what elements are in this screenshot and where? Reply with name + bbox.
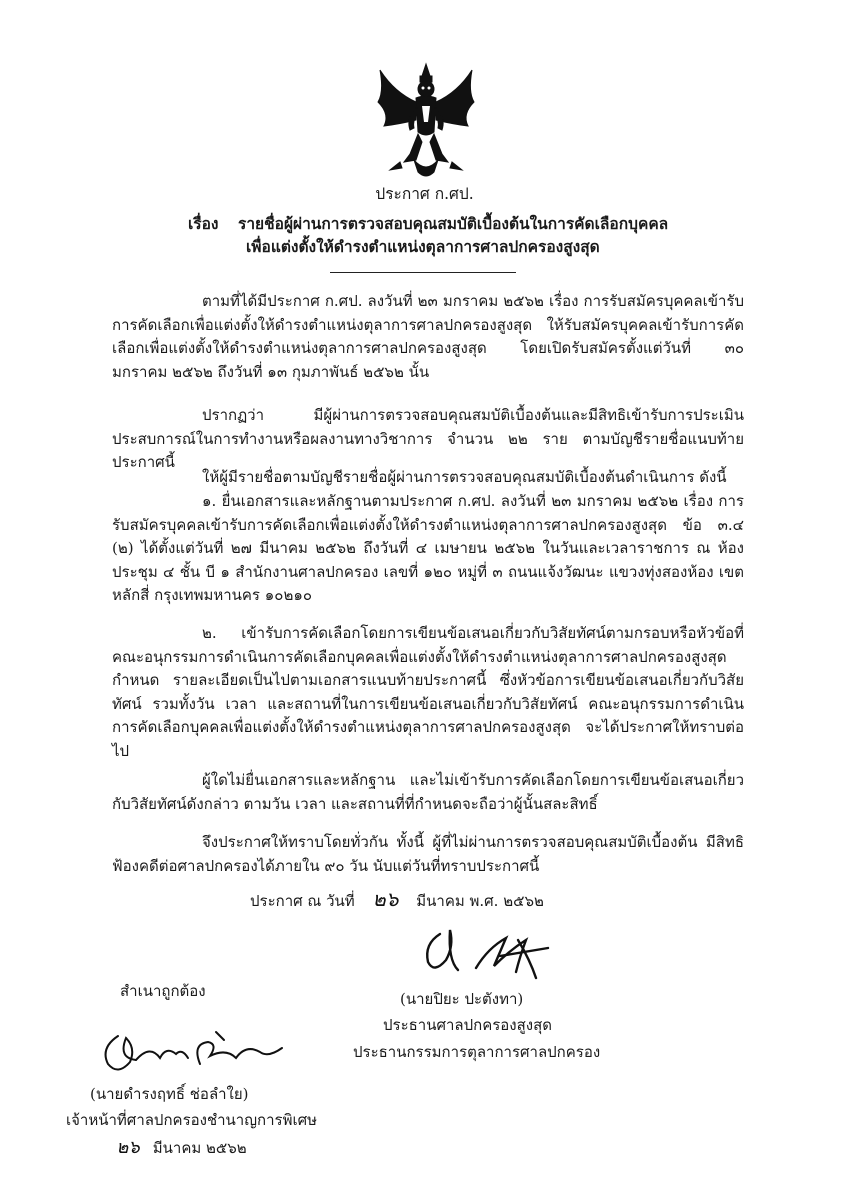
certifier-date-rest: มีนาคม ๒๕๖๒ (152, 1139, 247, 1157)
paragraph-item-1: ๑. ยื่นเอกสารและหลักฐานตามประกาศ ก.ศป. ลงวันที่ ๒๓ มกราคม ๒๕๖๒ เรื่อง การรับสมัครบุคคลเข้ารับการคัดเลือกเพื่อแต่งตั้งให้ดำรงตำแหน่งตุลาการศาลปกครองสูงสุด ข้อ ๓.๔ (๒) ได้ตั้งแต่วันที่ ๒๗ มีนาคม ๒๕๖๒ ถึงวันที่ ๔ เมษายน ๒๕๖๒ ในวันและเวลาราชการ ณ ห้องประชุม ๔ ชั้น บี ๑ สำนักงานศาลปกครอง เลขที่ ๑๒๐ หมู่ที่ ๓ ถนนแจ้งวัฒนะ แขวงทุ่งสองห้อง เขตหลักสี่ กรุงเทพมหานคร ๑๐๒๑๐ (112, 492, 744, 605)
dateline-suffix: มีนาคม พ.ศ. ๒๕๖๒ (416, 892, 544, 910)
subject-text-1: รายชื่อผู้ผ่านการตรวจสอบคุณสมบัติเบื้องต้นในการคัดเลือกบุคคล (238, 214, 669, 233)
paragraph-item-2: ๒. เข้ารับการคัดเลือกโดยการเขียนข้อเสนอเกี่ยวกับวิสัยทัศน์ตามกรอบหรือหัวข้อที่คณะอนุกรรมการดำเนินการคัดเลือกบุคคลเพื่อแต่งตั้งให้ดำรงตำแหน่งตุลาการศาลปกครองสูงสุดกำหนด รายละเอียดเป็นไปตามเอกสารแนบท้ายประกาศนี้ ซึ่งหัวข้อการเขียนข้อเสนอเกี่ยวกับวิสัยทัศน์ รวมทั้งวัน เวลา และสถานที่ในการเขียนข้อเสนอเกี่ยวกับวิสัยทัศน์ คณะอนุกรรมการดำเนินการคัดเลือกบุคคลเพื่อแต่งตั้งให้ดำรงตำแหน่งตุลาการศาลปกครองสูงสุด จะได้ประกาศให้ทราบต่อไป (112, 624, 744, 760)
paragraph-closing: จึงประกาศให้ทราบโดยทั่วกัน ทั้งนี้ ผู้ที่ไม่ผ่านการตรวจสอบคุณสมบัติเบื้องต้น มีสิทธิฟ้องคดีต่อศาลปกครองได้ภายใน ๙๐ วัน นับแต่วันที่ทราบประกาศนี้ (112, 833, 744, 875)
signatory-name: (นายปิยะ ปะตังทา) (400, 990, 524, 1008)
announcement-title: ประกาศ ก.ศป. (375, 185, 474, 203)
paragraph-1: ตามที่ได้มีประกาศ ก.ศป. ลงวันที่ ๒๓ มกราคม ๒๕๖๒ เรื่อง การรับสมัครบุคคลเข้ารับการคัดเลือกเพื่อแต่งตั้งให้ดำรงตำแหน่งตุลาการศาลปกครองสูงสุด ให้รับสมัครบุคคลเข้ารับการคัดเลือกเพื่อแต่งตั้งให้ดำรงตำแหน่งตุลาการศาลปกครองสูงสุด โดยเปิดรับสมัครตั้งแต่วันที่ ๓๐ มกราคม ๒๕๖๒ ถึงวันที่ ๑๓ กุมภาพันธ์ ๒๕๖๒ นั้น (112, 292, 744, 381)
title-divider (330, 272, 516, 273)
certifier-signature-mark (96, 1018, 296, 1080)
dateline-prefix: ประกาศ ณ วันที่ (250, 892, 355, 910)
dateline-day: ๒๖ (372, 887, 399, 911)
paragraph-2: ปรากฏว่า มีผู้ผ่านการตรวจสอบคุณสมบัติเบื้องต้นและมีสิทธิเข้ารับการประเมินประสบการณ์ในการทำงานหรือผลงานทางวิชาการ จำนวน ๒๒ ราย ตามบัญชีรายชื่อแนบท้ายประกาศนี้ (112, 406, 744, 472)
certifier-date-day: ๒๖ (116, 1137, 140, 1158)
garuda-emblem-icon (370, 62, 482, 180)
subject-block (188, 212, 748, 258)
paragraph-3: ให้ผู้มีรายชื่อตามบัญชีรายชื่อผู้ผ่านการตรวจสอบคุณสมบัติเบื้องต้นดำเนินการ ดังนี้ (202, 468, 727, 486)
certifier-date (108, 1136, 247, 1160)
certified-copy-label: สำเนาถูกต้อง (120, 982, 206, 1000)
signatory-title-2: ประธานกรรมการตุลาการศาลปกครอง (353, 1043, 601, 1061)
paragraph-forfeit: ผู้ใดไม่ยื่นเอกสารและหลักฐาน และไม่เข้ารับการคัดเลือกโดยการเขียนข้อเสนอเกี่ยวกับวิสัยทัศน์ดังกล่าว ตามวัน เวลา และสถานที่ที่กำหนดจะถือว่าผู้นั้นสละสิทธิ์ (112, 771, 744, 813)
signatory-title-1: ประธานศาลปกครองสูงสุด (383, 1016, 553, 1034)
certifier-position: เจ้าหน้าที่ศาลปกครองชำนาญการพิเศษ (66, 1111, 318, 1129)
dateline (250, 888, 544, 913)
subject-line-2: เพื่อแต่งตั้งให้ดำรงตำแหน่งตุลาการศาลปกครองสูงสุด (246, 237, 600, 256)
subject-line-1 (188, 212, 748, 235)
certifier-name: (นายดำรงฤทธิ์ ช่อลำใย) (90, 1085, 249, 1103)
subject-label: เรื่อง (188, 214, 219, 233)
signature-mark (410, 920, 560, 982)
